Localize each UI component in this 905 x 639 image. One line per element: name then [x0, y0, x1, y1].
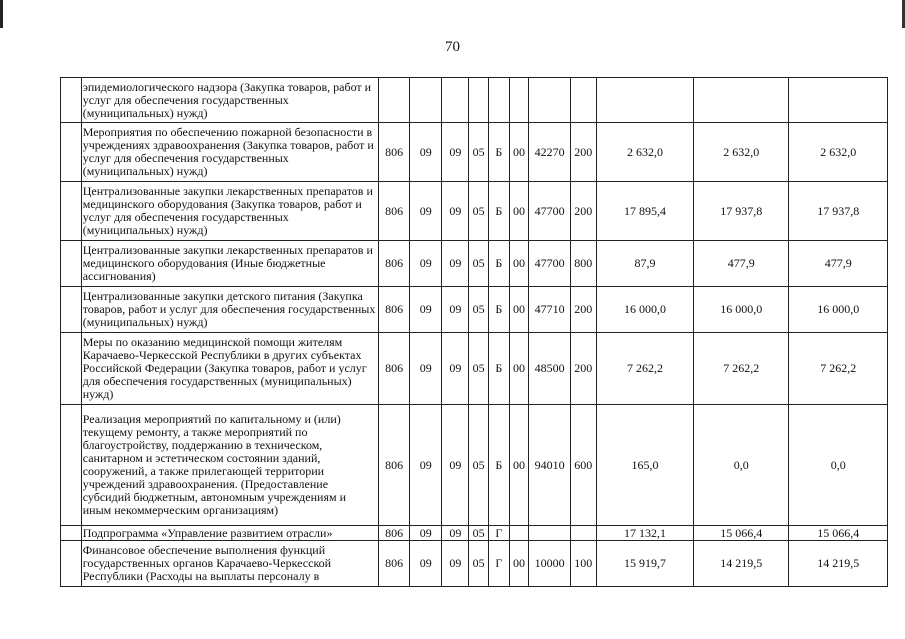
code-subsection: 09	[442, 123, 469, 182]
row-description: Централизованные закупки лекарственных препаратов и медицинского оборудования (Иные бюджетные ассигнования)	[81, 241, 378, 287]
page-number: 70	[445, 39, 460, 55]
amount-year-3: 15 066,4	[789, 526, 888, 541]
amount-year-2: 17 937,8	[694, 182, 789, 241]
code-section: 09	[410, 241, 442, 287]
amount-year-3: 14 219,5	[789, 541, 888, 587]
code-subprogram: Б	[488, 287, 509, 333]
table-row	[61, 287, 888, 333]
table-row	[61, 182, 888, 241]
code-expense-type: 200	[570, 333, 596, 405]
row-description: Меры по оказанию медицинской помощи жителям Карачаево-Черкесской Республики в других субъектах Российской Федерации (Закупка товаров, работ и услуг для обеспечения государственных (муниципальных) нужд)	[81, 333, 378, 405]
code-activity: 00	[509, 241, 529, 287]
amount-year-1: 2 632,0	[596, 123, 693, 182]
row-description: Мероприятия по обеспечению пожарной безопасности в учреждениях здравоохранения (Закупка товаров, работ и услуг для обеспечения государственных (муниципальных) нужд)	[81, 123, 378, 182]
code-activity: 00	[509, 541, 529, 587]
code-direction: 47700	[529, 182, 570, 241]
table-row	[61, 526, 888, 541]
amount-year-2: 14 219,5	[694, 541, 789, 587]
row-description: Финансовое обеспечение выполнения функций государственных органов Карачаево-Черкесской Республики (Расходы на выплаты персоналу в	[81, 541, 378, 587]
code-section: 09	[410, 182, 442, 241]
row-gutter	[61, 182, 82, 241]
code-program: 05	[469, 405, 489, 526]
row-gutter	[61, 123, 82, 182]
code-subsection: 09	[442, 241, 469, 287]
code-subprogram: Б	[488, 333, 509, 405]
code-subprogram: Б	[488, 123, 509, 182]
table-row	[61, 78, 888, 123]
code-subsection	[442, 78, 469, 123]
code-subsection: 09	[442, 333, 469, 405]
code-subsection: 09	[442, 287, 469, 333]
code-ministry: 806	[379, 182, 410, 241]
code-section: 09	[410, 526, 442, 541]
code-activity: 00	[509, 123, 529, 182]
amount-year-2: 15 066,4	[694, 526, 789, 541]
row-description: Централизованные закупки детского питания (Закупка товаров, работ и услуг для обеспечения государственных (муниципальных) нужд)	[81, 287, 378, 333]
code-program: 05	[469, 123, 489, 182]
amount-year-3: 2 632,0	[789, 123, 888, 182]
amount-year-2	[694, 78, 789, 123]
code-direction	[529, 78, 570, 123]
code-program: 05	[469, 541, 489, 587]
code-subsection: 09	[442, 541, 469, 587]
code-activity: 00	[509, 287, 529, 333]
code-direction: 47710	[529, 287, 570, 333]
amount-year-1: 7 262,2	[596, 333, 693, 405]
code-program: 05	[469, 241, 489, 287]
code-expense-type: 200	[570, 287, 596, 333]
code-activity	[509, 78, 529, 123]
amount-year-1: 15 919,7	[596, 541, 693, 587]
row-description: Подпрограмма «Управление развитием отрасли»	[81, 526, 378, 541]
code-section: 09	[410, 541, 442, 587]
amount-year-3: 477,9	[789, 241, 888, 287]
code-subsection: 09	[442, 526, 469, 541]
code-expense-type	[570, 526, 596, 541]
code-expense-type: 600	[570, 405, 596, 526]
code-subprogram: Г	[488, 526, 509, 541]
code-activity: 00	[509, 405, 529, 526]
amount-year-3: 7 262,2	[789, 333, 888, 405]
code-ministry: 806	[379, 526, 410, 541]
amount-year-3: 0,0	[789, 405, 888, 526]
code-direction: 94010	[529, 405, 570, 526]
amount-year-1: 165,0	[596, 405, 693, 526]
code-expense-type: 800	[570, 241, 596, 287]
code-program: 05	[469, 287, 489, 333]
row-description: Реализация мероприятий по капитальному и (или) текущему ремонту, а также мероприятий по благоустройству, поддержанию в техническом, санитарном и эстетическом состоянии зданий, сооружений, а также прилегающей территории учреждений здравоохранения. (Предоставление субсидий бюджетным, автономным учреждениям и иным некоммерческим организациям)	[81, 405, 378, 526]
amount-year-1: 16 000,0	[596, 287, 693, 333]
table-row	[61, 241, 888, 287]
table-row	[61, 333, 888, 405]
code-section: 09	[410, 287, 442, 333]
amount-year-2: 0,0	[694, 405, 789, 526]
code-direction: 10000	[529, 541, 570, 587]
amount-year-1: 17 895,4	[596, 182, 693, 241]
amount-year-3: 16 000,0	[789, 287, 888, 333]
row-gutter	[61, 541, 82, 587]
amount-year-3: 17 937,8	[789, 182, 888, 241]
code-ministry: 806	[379, 333, 410, 405]
amount-year-1	[596, 78, 693, 123]
amount-year-2: 7 262,2	[694, 333, 789, 405]
row-description: Централизованные закупки лекарственных препаратов и медицинского оборудования (Закупка товаров, работ и услуг для обеспечения государственных (муниципальных) нужд)	[81, 182, 378, 241]
budget-table	[60, 77, 888, 587]
code-direction: 47700	[529, 241, 570, 287]
code-expense-type: 200	[570, 182, 596, 241]
code-expense-type: 100	[570, 541, 596, 587]
code-activity	[509, 526, 529, 541]
amount-year-2: 2 632,0	[694, 123, 789, 182]
code-subprogram: Б	[488, 241, 509, 287]
code-section	[410, 78, 442, 123]
code-expense-type: 200	[570, 123, 596, 182]
code-ministry: 806	[379, 541, 410, 587]
code-ministry: 806	[379, 123, 410, 182]
amount-year-2: 16 000,0	[694, 287, 789, 333]
code-activity: 00	[509, 333, 529, 405]
row-gutter	[61, 333, 82, 405]
scan-edge-mark-left	[0, 0, 3, 28]
row-gutter	[61, 241, 82, 287]
code-subprogram: Б	[488, 182, 509, 241]
row-gutter	[61, 78, 82, 123]
row-gutter	[61, 287, 82, 333]
table-row	[61, 541, 888, 587]
code-program: 05	[469, 526, 489, 541]
code-section: 09	[410, 333, 442, 405]
row-gutter	[61, 405, 82, 526]
row-description: эпидемиологического надзора (Закупка товаров, работ и услуг для обеспечения государственных (муниципальных) нужд)	[81, 78, 378, 123]
code-subsection: 09	[442, 182, 469, 241]
code-program: 05	[469, 182, 489, 241]
code-direction: 42270	[529, 123, 570, 182]
code-expense-type	[570, 78, 596, 123]
code-ministry	[379, 78, 410, 123]
code-program	[469, 78, 489, 123]
code-subprogram: Г	[488, 541, 509, 587]
code-activity: 00	[509, 182, 529, 241]
table-row	[61, 405, 888, 526]
code-section: 09	[410, 405, 442, 526]
code-subprogram: Б	[488, 405, 509, 526]
row-gutter	[61, 526, 82, 541]
code-subprogram	[488, 78, 509, 123]
code-direction	[529, 526, 570, 541]
code-section: 09	[410, 123, 442, 182]
amount-year-2: 477,9	[694, 241, 789, 287]
amount-year-3	[789, 78, 888, 123]
code-direction: 48500	[529, 333, 570, 405]
code-ministry: 806	[379, 405, 410, 526]
code-ministry: 806	[379, 241, 410, 287]
amount-year-1: 17 132,1	[596, 526, 693, 541]
code-program: 05	[469, 333, 489, 405]
code-ministry: 806	[379, 287, 410, 333]
table-row	[61, 123, 888, 182]
amount-year-1: 87,9	[596, 241, 693, 287]
code-subsection: 09	[442, 405, 469, 526]
